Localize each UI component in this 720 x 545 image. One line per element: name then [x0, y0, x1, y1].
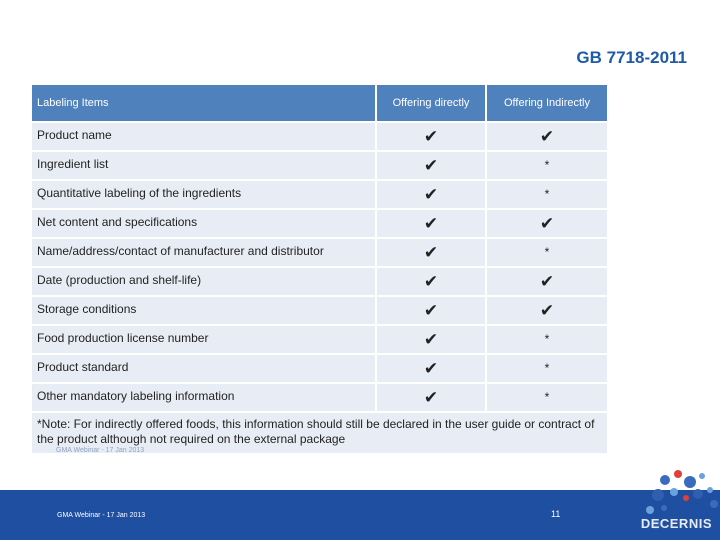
slide-title: GB 7718-2011 — [576, 48, 687, 67]
labeling-item-cell: Product standard — [32, 354, 376, 383]
offering-indirectly-cell: * — [486, 180, 607, 209]
offering-indirectly-cell: * — [486, 383, 607, 412]
offering-indirectly-cell: * — [486, 325, 607, 354]
offering-directly-cell: ✔ — [376, 122, 486, 151]
table-body — [32, 122, 607, 453]
labeling-item-cell: Food production license number — [32, 325, 376, 354]
offering-indirectly-cell: ✔ — [486, 267, 607, 296]
page-number: 11 — [551, 509, 561, 519]
labeling-item-cell: Name/address/contact of manufacturer and distributor — [32, 238, 376, 267]
header-offering-directly: Offering directly — [376, 85, 486, 122]
decernis-logo — [590, 440, 720, 540]
header-labeling-items: Labeling Items — [32, 85, 376, 122]
offering-indirectly-cell: * — [486, 151, 607, 180]
labeling-item-cell: Date (production and shelf-life) — [32, 267, 376, 296]
table-row — [32, 296, 607, 325]
offering-directly-cell: ✔ — [376, 180, 486, 209]
footer-text: GMA Webinar - 17 Jan 2013 — [57, 512, 146, 519]
labeling-item-cell: Ingredient list — [32, 151, 376, 180]
note-cell — [32, 412, 607, 453]
labeling-table-container — [32, 85, 607, 453]
offering-indirectly-cell: ✔ — [486, 209, 607, 238]
offering-directly-cell: ✔ — [376, 383, 486, 412]
table-row — [32, 209, 607, 238]
note-row — [32, 412, 607, 453]
table-row — [32, 325, 607, 354]
offering-indirectly-cell: * — [486, 238, 607, 267]
table-header-row — [32, 85, 607, 122]
note-text: *Note: For indirectly offered foods, this information should still be declared in the user guide or contract of the product although not required on the external package — [37, 417, 595, 446]
logo-text: DECERNIS — [640, 516, 712, 531]
offering-indirectly-cell: ✔ — [486, 296, 607, 325]
table-row — [32, 122, 607, 151]
offering-directly-cell: ✔ — [376, 296, 486, 325]
offering-directly-cell: ✔ — [376, 354, 486, 383]
table-row — [32, 383, 607, 412]
table-row — [32, 151, 607, 180]
offering-directly-cell: ✔ — [376, 209, 486, 238]
labeling-item-cell: Product name — [32, 122, 376, 151]
labeling-item-cell: Other mandatory labeling information — [32, 383, 376, 412]
offering-directly-cell: ✔ — [376, 267, 486, 296]
offering-directly-cell: ✔ — [376, 151, 486, 180]
header-offering-indirectly: Offering Indirectly — [486, 85, 607, 122]
offering-indirectly-cell: * — [486, 354, 607, 383]
offering-directly-cell: ✔ — [376, 238, 486, 267]
table-row — [32, 267, 607, 296]
labeling-item-cell: Net content and specifications — [32, 209, 376, 238]
table-row — [32, 238, 607, 267]
offering-indirectly-cell: ✔ — [486, 122, 607, 151]
table-row — [32, 180, 607, 209]
offering-directly-cell: ✔ — [376, 325, 486, 354]
labeling-item-cell: Storage conditions — [32, 296, 376, 325]
table-row — [32, 354, 607, 383]
labeling-item-cell: Quantitative labeling of the ingredients — [32, 180, 376, 209]
note-watermark-text: GMA Webinar - 17 Jan 2013 — [56, 447, 145, 454]
labeling-table — [32, 85, 607, 453]
